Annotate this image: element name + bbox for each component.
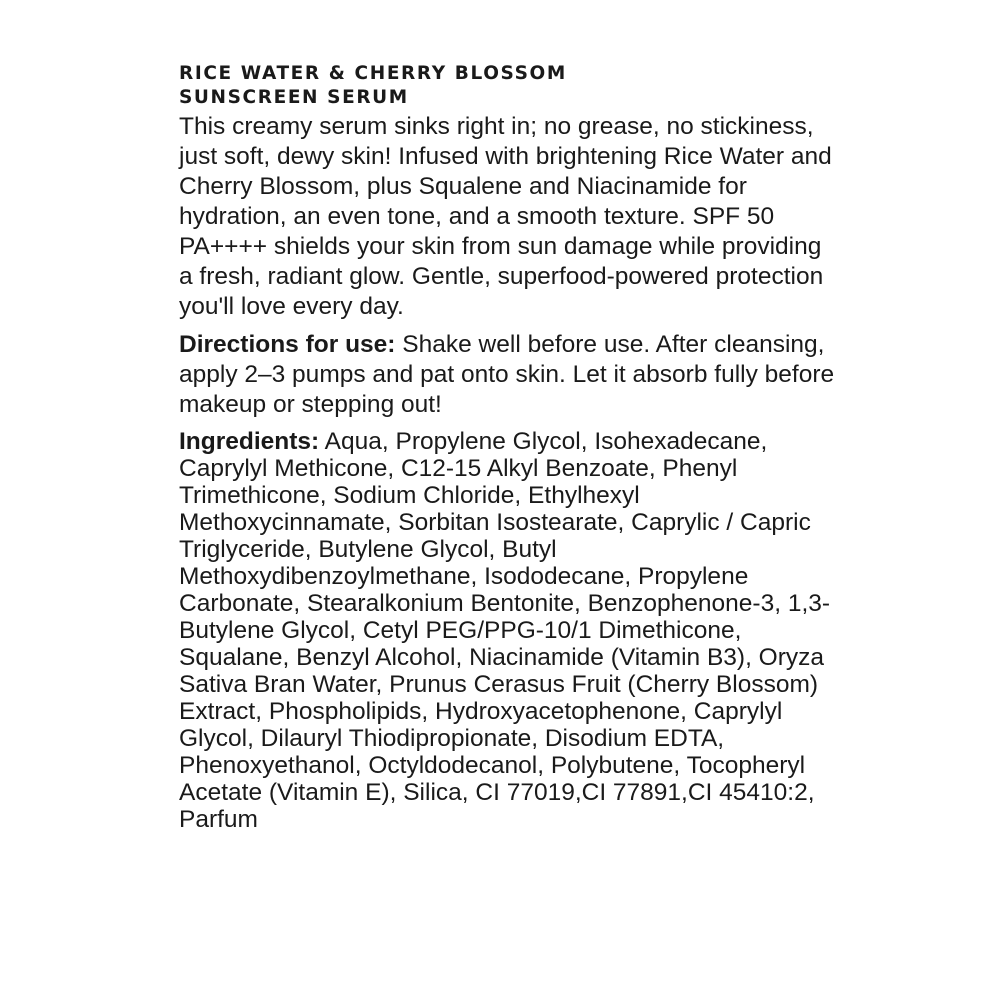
ingredients-section bbox=[179, 428, 839, 833]
directions-label: Directions for use: bbox=[179, 331, 396, 358]
product-title bbox=[179, 62, 839, 110]
product-title-line-2: SUNSCREEN SERUM bbox=[179, 87, 409, 108]
directions-text: Shake well before use. After cleansing, apply 2–3 pumps and pat onto skin. Let it absorb fully before makeup or stepping out! bbox=[179, 331, 835, 418]
product-description: This creamy serum sinks right in; no grease, no stickiness, just soft, dewy skin! Infused with brightening Rice Water and Cherry Blossom, plus Squalene and Niacinamide for hydration, an even tone, and a smooth texture. SPF 50 PA++++ shields your skin from sun damage while providing a fresh, radiant glow. Gentle, superfood-powered protection you'll love every day. bbox=[179, 113, 832, 320]
directions-section bbox=[179, 330, 839, 420]
product-title-line-1: RICE WATER & CHERRY BLOSSOM bbox=[179, 63, 567, 84]
ingredients-label: Ingredients: bbox=[179, 428, 320, 455]
ingredients-text: Aqua, Propylene Glycol, Isohexadecane, Caprylyl Methicone, C12-15 Alkyl Benzoate, Phenyl Trimethicone, Sodium Chloride, Ethylhexyl Methoxycinnamate, Sorbitan Isostearate, Caprylic / Capric Triglyceride, Butylene Glycol, Butyl Methoxydibenzoylmethane, Isododecane, Propylene Carbonate, Stearalkonium Bentonite, Benzophenone-3, 1,3-Butylene Glycol, Cetyl PEG/PPG-10/1 Dimethicone, Squalane, Benzyl Alcohol, Niacinamide (Vitamin B3), Oryza Sativa Bran Water, Prunus Cerasus Fruit (Cherry Blossom) Extract, Phospholipids, Hydroxyacetophenone, Caprylyl Glycol, Dilauryl Thiodipropionate, Disodium EDTA, Phenoxyethanol, Octyldodecanol, Polybutene, Tocopheryl Acetate (Vitamin E), Silica, CI 77019,CI 77891,CI 45410:2, Parfum bbox=[179, 428, 831, 833]
product-info-panel bbox=[179, 62, 839, 833]
